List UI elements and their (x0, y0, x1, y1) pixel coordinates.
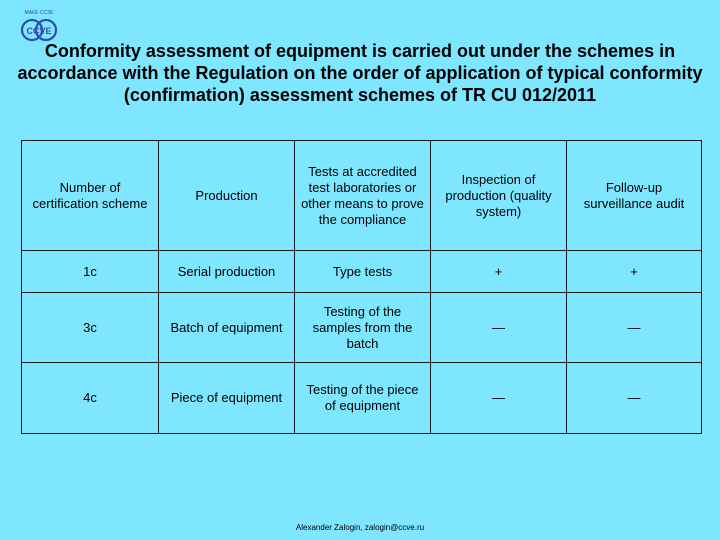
ccve-logo (18, 8, 60, 44)
cell-tests: Testing of the piece of equipment (295, 363, 431, 434)
cell-inspection: + (431, 251, 567, 293)
table-row (22, 293, 702, 363)
header-surveillance: Follow-up surveillance audit (567, 141, 702, 251)
cell-production: Piece of equipment (159, 363, 295, 434)
header-tests: Tests at accredited test laboratories or other means to prove the compliance (295, 141, 431, 251)
author-footer: Alexander Zalogin, zalogin@ccve.ru (295, 523, 425, 532)
table-header-row (22, 141, 702, 251)
cell-surveillance: + (567, 251, 702, 293)
table-row (22, 251, 702, 293)
header-inspection: Inspection of production (quality system) (431, 141, 567, 251)
cell-production: Batch of equipment (159, 293, 295, 363)
logo-mark: CCVE (26, 26, 52, 36)
cell-tests: Type tests (295, 251, 431, 293)
cell-scheme: 3c (22, 293, 159, 363)
cell-scheme: 4c (22, 363, 159, 434)
slide-title: Conformity assessment of equipment is carried out under the schemes in accordance with the Regulation on the order of application of typical conformity (confirmation) assessment schemes of TR CU 012/2011 (17, 41, 703, 105)
cell-scheme: 1c (22, 251, 159, 293)
cell-production: Serial production (159, 251, 295, 293)
header-scheme-number: Number of certification scheme (22, 141, 159, 251)
cell-inspection: — (431, 363, 567, 434)
cell-inspection: — (431, 293, 567, 363)
conformity-schemes-table (21, 140, 702, 434)
cell-tests: Testing of the samples from the batch (295, 293, 431, 363)
cell-surveillance: — (567, 293, 702, 363)
cell-surveillance: — (567, 363, 702, 434)
table-row (22, 363, 702, 434)
logo-caption: МАКЕ·ССЗЕ (24, 10, 54, 16)
header-production: Production (159, 141, 295, 251)
